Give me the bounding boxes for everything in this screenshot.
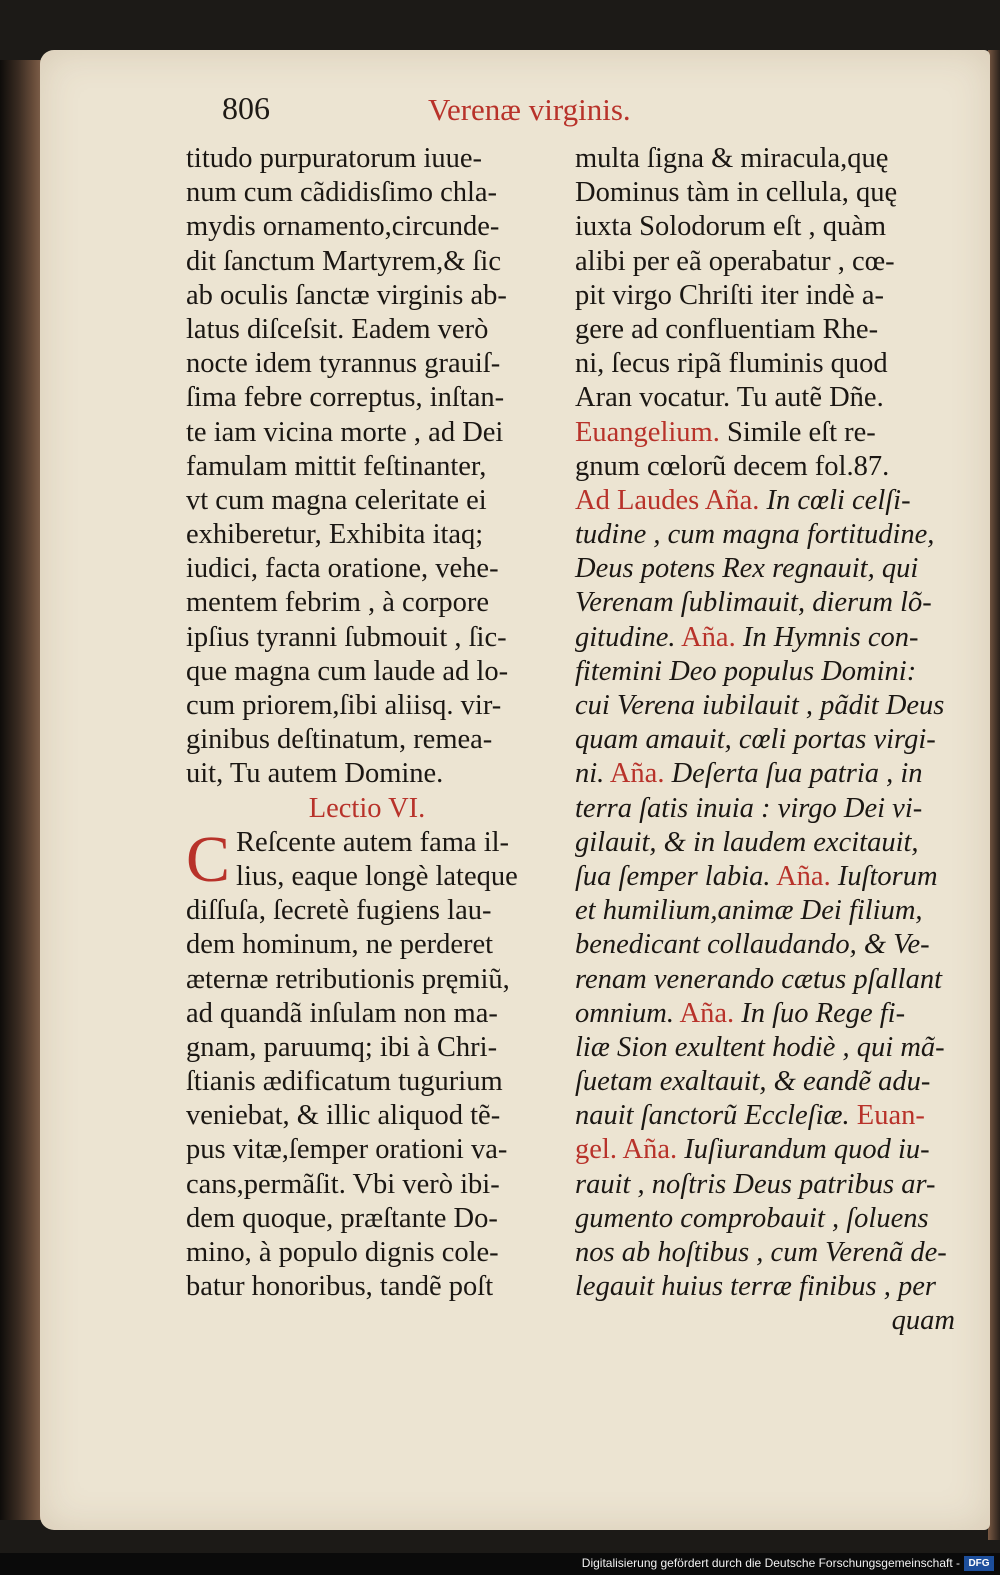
text-run: Iuſiurandum quod iu-: [677, 1134, 930, 1166]
text-line: ipſius tyranni ſubmouit , ſic-: [186, 621, 507, 653]
text-run: Deſerta ſua patria , in: [664, 758, 923, 790]
text-line: [575, 484, 955, 518]
text-line: multa ſigna & miracula,quę: [575, 143, 889, 174]
rubric-label: Ad Laudes Añа.: [575, 484, 760, 516]
text-line: lius, eaque longè lateque: [236, 860, 518, 892]
text-line: dem quoque, præſtante Do-: [186, 1202, 498, 1234]
rubric-label: Aña.: [675, 621, 736, 653]
text-line: titudo purpuratorum iuue-: [186, 143, 483, 174]
text-run: In cœli celſi-: [759, 484, 911, 516]
text-line: ſtianis ædificatum tugurium: [186, 1066, 503, 1098]
text-line: te iam vicina morte , ad Dei: [186, 416, 504, 448]
text-line: cans,permãſit. Vbi verò ibi-: [186, 1168, 500, 1200]
page-header: [0, 90, 1000, 140]
text-line: mentem febrim , à corpore: [186, 587, 490, 619]
text-line: alibi per eã operabatur , cœ-: [575, 245, 895, 277]
text-line: famulam mittit feſtinanter,: [186, 450, 487, 482]
text-line: vt cum magna celeritate ei: [186, 484, 487, 516]
rubric-label: Euangelium.: [575, 416, 720, 448]
text-line: cui Verena iubilauit , pãdit Deus: [575, 690, 945, 721]
running-title: Verenæ virginis.: [428, 92, 631, 127]
funding-credit: Digitalisierung gefördert durch die Deutsche Forschungsgemeinschaft -: [581, 1556, 960, 1570]
text-line: gilauit, & in laudem excitauit,: [575, 826, 919, 858]
text-line: iuxta Solodorum eſt , quàm: [575, 211, 887, 243]
text-line: ad quandã inſulam non ma-: [186, 997, 498, 1029]
text-line: veniebat, & illic aliquod tẽ-: [186, 1100, 501, 1132]
rubric-label: Aña.: [770, 860, 831, 892]
right-column: [575, 142, 955, 1339]
page-number: 806: [222, 90, 270, 126]
text-line: Deus potens Rex regnauit, qui: [575, 553, 919, 585]
text-line: latus diſceſsit. Eadem verò: [186, 313, 489, 345]
text-line: batur honoribus, tandẽ poſt: [186, 1271, 494, 1303]
left-column: [186, 142, 548, 1304]
text-line: gumento comprobauit , ſoluens: [575, 1202, 929, 1234]
catchword: quam: [891, 1305, 955, 1337]
text-line: dit ſanctum Martyrem,& ſic: [186, 245, 502, 277]
text-line: legauit huius terræ finibus , per: [575, 1271, 937, 1303]
text-line: exhiberetur, Exhibita itaq;: [186, 519, 484, 551]
text-line: æternæ retributionis pręmiũ,: [186, 963, 510, 995]
text-line: gere ad confluentiam Rhe-: [575, 313, 879, 345]
text-line: fitemini Deo populus Domini:: [575, 655, 917, 687]
text-line: rauit , noſtris Deus patribus ar-: [575, 1168, 936, 1200]
text-line: renam venerando cætus pſallant: [575, 963, 943, 995]
text-line: iudici, facta oratione, vehe-: [186, 553, 499, 585]
text-line: num cum cãdidisſimo chla-: [186, 177, 498, 209]
digitization-footer: [0, 1553, 1000, 1575]
text-line: ab oculis ſanctæ virginis ab-: [186, 279, 507, 311]
text-line: nos ab hoſtibus , cum Verenã de-: [575, 1237, 947, 1268]
text-line: Dominus tàm in cellula, quę: [575, 177, 898, 209]
text-line: ſima febre correptus, inſtan-: [186, 382, 505, 414]
text-run: Simile eſt re-: [719, 416, 876, 448]
text-run: ſua ſemper labia.: [575, 860, 771, 892]
drop-cap-paragraph: [186, 822, 548, 896]
text-line: [575, 757, 955, 791]
text-line: diſſuſa, ſecretè fugiens lau-: [186, 895, 492, 927]
text-line: uit, Tu autem Domine.: [186, 758, 444, 790]
text-line: mydis ornamento,circunde-: [186, 211, 500, 243]
text-run: In Hymnis con-: [735, 621, 919, 653]
text-line: et humilium,animæ Dei filium,: [575, 895, 923, 927]
text-line: benedicant collaudando, & Ve-: [575, 929, 930, 961]
text-run: gitudine.: [575, 621, 676, 653]
text-line: pit virgo Chriſti iter indè a-: [575, 279, 884, 311]
rubric-label: gel. Aña.: [575, 1134, 678, 1166]
text-run: nauit ſanctorũ Eccleſiæ.: [575, 1100, 850, 1132]
rubric-label: Aña.: [604, 758, 665, 790]
drop-cap: C: [186, 822, 231, 896]
text-line: Reſcente autem fama il-: [236, 826, 510, 858]
text-line: [575, 1099, 955, 1133]
text-line: ginibus deſtinatum, remea-: [186, 724, 493, 756]
text-line: gnam, paruumq; ibi à Chri-: [186, 1031, 498, 1063]
text-line: gnum cœlorũ decem fol.87.: [575, 450, 890, 482]
text-line: mino, à populo dignis cole-: [186, 1237, 499, 1268]
text-line: cum priorem,ſibi aliisq. vir-: [186, 690, 502, 721]
text-line: quam amauit, cœli portas virgi-: [575, 724, 936, 756]
text-line: [575, 860, 955, 894]
text-line: pus vitæ,ſemper orationi va-: [186, 1134, 508, 1166]
text-line: dem hominum, ne perderet: [186, 929, 494, 961]
text-run: In ſuo Rege fi-: [734, 997, 906, 1029]
text-line: que magna cum laude ad lo-: [186, 655, 509, 687]
text-line: [575, 1133, 955, 1167]
text-line: ni, ſecus ripã fluminis quod: [575, 348, 888, 380]
text-line: [575, 416, 955, 450]
text-line: [575, 621, 955, 655]
rubric-label: Aña.: [673, 997, 735, 1029]
text-run: ni.: [575, 758, 605, 790]
text-line: ſuetam exaltauit, & eandẽ adu-: [575, 1066, 931, 1098]
dfg-logo: DFG: [964, 1556, 994, 1571]
text-line: Aran vocatur. Tu autẽ Dñe.: [575, 382, 884, 414]
text-line: nocte idem tyrannus grauiſ-: [186, 348, 501, 380]
text-run: omnium.: [575, 997, 674, 1029]
text-line: liæ Sion exultent hodiè , qui mã-: [575, 1031, 945, 1063]
text-line: Verenam ſublimauit, dierum lõ-: [575, 587, 932, 619]
text-line: [575, 997, 955, 1031]
text-line: terra ſatis inuia : virgo Dei vi-: [575, 792, 923, 824]
rubric-label: Euan-: [849, 1100, 925, 1132]
text-line: tudine , cum magna fortitudine,: [575, 519, 935, 551]
text-run: Iuſtorum: [830, 860, 938, 892]
lectio-heading: Lectio VI.: [308, 792, 426, 824]
